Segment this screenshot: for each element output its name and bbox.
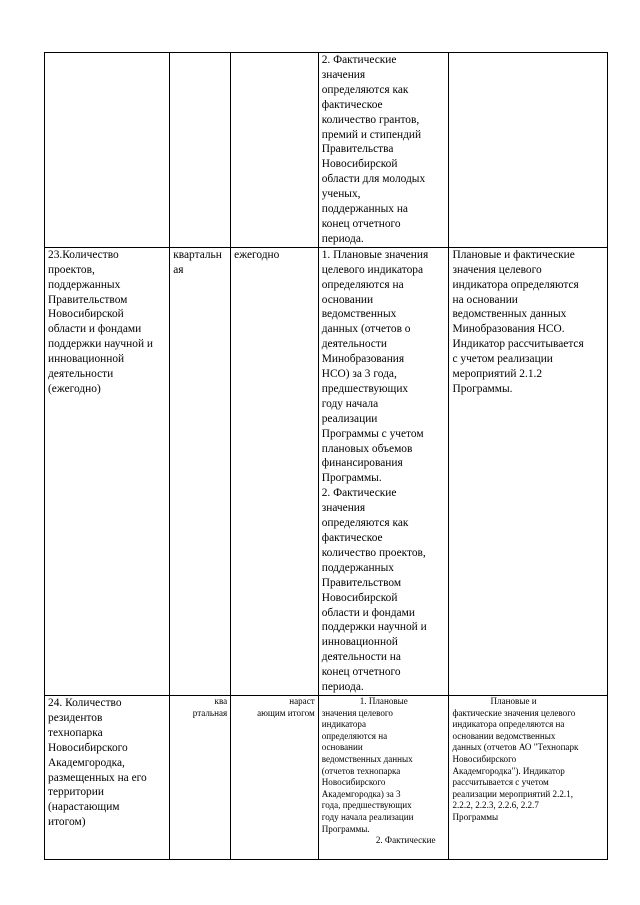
frequency-cell: ква ртальная <box>170 695 231 859</box>
indicator-cell: 23.Количество проектов, поддержанных Правительством Новосибирской области и фондами поддержки научной и инновационной деятельности (ежегодно) <box>45 247 170 695</box>
plan-fact-cell: 2. Фактические значения определяются как фактическое количество грантов, премий и стипендий Правительства Новосибирской области для молодых ученых, поддержанных на конец отчетного периода. <box>318 53 449 248</box>
frequency-cell <box>170 53 231 248</box>
notes-cell <box>449 53 608 248</box>
table-row <box>45 247 608 695</box>
table-row <box>45 53 608 248</box>
frequency-cell: квартальн ая <box>170 247 231 695</box>
plan-fact-tail: 2. Фактические <box>375 835 436 846</box>
indicator-cell: 24. Количество резидентов технопарка Новосибирского Академгородка, размещенных на его территории (нарастающим итогом) <box>45 695 170 859</box>
plan-fact-cell <box>318 695 449 859</box>
notes-cell: Плановые и фактические значения целевого индикатора определяются на основании ведомственных данных Минобразования НСО. Индикатор рассчитывается с учетом реализации мероприятий 2.1.2 Программы. <box>449 247 608 695</box>
table-row <box>45 695 608 859</box>
plan-fact-text: 1. Плановые значения целевого индикатора определяются на основании ведомственных данных (отчетов технопарка Новосибирского Академгородка) за 3 года, предшествующих году начала реализации Программы. <box>321 695 414 834</box>
periodicity-cell: ежегодно <box>231 247 319 695</box>
plan-fact-cell: 1. Плановые значения целевого индикатора определяются на основании ведомственных данных (отчетов о деятельности Минобразования НСО) за 3 года, предшествующих году начала реализации Программы с учетом плановых объемов финансирования Программы. 2. Фактические значения определяются как фактическое количество проектов, поддержанных Правительством Новосибирской области и фондами поддержки научной и инновационной деятельности на конец отчетного периода. <box>318 247 449 695</box>
periodicity-cell <box>231 53 319 248</box>
indicator-cell <box>45 53 170 248</box>
notes-cell: Плановые и фактические значения целевого индикатора определяются на основании ведомственных данных (отчетов АО "Технопарк Новосибирского Академгородка"). Индикатор рассчитывается с учетом реализации мероприятий 2.2.1, 2.2.2, 2.2.3, 2.2.6, 2.2.7 Программы <box>449 695 608 859</box>
indicator-table <box>44 52 608 860</box>
periodicity-cell: нараст ающим итогом <box>231 695 319 859</box>
